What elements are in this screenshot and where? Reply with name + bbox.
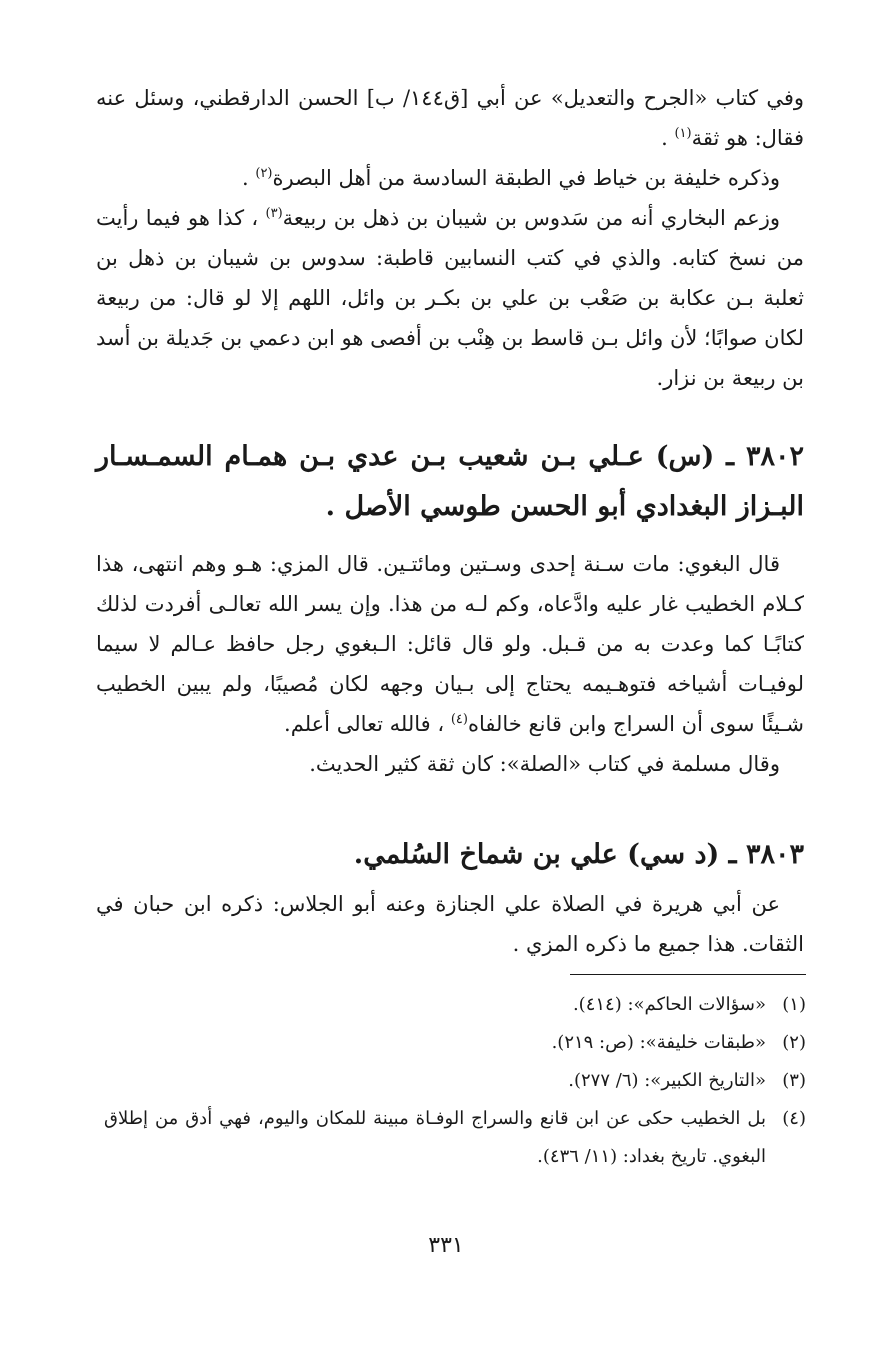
paragraph-text: قال البغوي: مات سـنة إحدى وسـتين ومائتـين. قال المزي: هـو وهم انتهى، هذا كـلام الخطيب غار عليه وادَّعاه، وكم لـه من هذا. وإن يسر الله تعالـى أفردت لذلك كتابًـا كما وعدت به من قـبل. ولو قال قائل: الـبغوي رجل حافظ عـالم لا سيما لوفيـات أشياخه فتوهـيمه يحتاج إلى بـيان وجهه لكان مُصيبًا، ولم يبين الخطيب شـيئًا سوى أن السراج وابن قانع خالفاه	[96, 552, 804, 736]
footnote	[104, 1100, 806, 1176]
footnote-text: «التاريخ الكبير»: (٦/ ٢٧٧).	[568, 1070, 766, 1091]
paragraph-text: وفي كتاب «الجرح والتعديل» عن أبي [ق١٤٤/ ب] الحسن الدارقطني، وسئل عنه فقال: هو ثقة	[96, 86, 804, 150]
footnote-reference: (٢)	[255, 166, 273, 181]
entry-3803	[96, 830, 804, 964]
footnote-reference: (٤)	[450, 712, 468, 727]
footnote-reference: (٣)	[265, 206, 283, 221]
entry-paragraph	[96, 544, 804, 744]
paragraph-text: .	[242, 166, 256, 190]
entry-heading: ٣٨٠٣ ـ (د سي) علي بن شماخ السُلمي.	[353, 839, 804, 870]
paragraph-text: وذكره خليفة بن خياط في الطبقة السادسة من أهل البصرة	[272, 166, 780, 190]
footnote-number: (٤)	[782, 1108, 806, 1129]
footnote-number: (١)	[782, 994, 806, 1015]
paragraph-text: .	[661, 126, 675, 150]
footnote-divider	[570, 974, 806, 975]
footnote	[104, 1024, 806, 1062]
paragraph-text: وزعم البخاري أنه من سَدوس بن شيبان بن ذهل بن ربيعة	[282, 206, 780, 230]
opening-section	[96, 78, 804, 398]
entry-paragraph: عن أبي هريرة في الصلاة علي الجنازة وعنه أبو الجلاس: ذكره ابن حبان في الثقات. هذا جميع ما ذكره المزي .	[96, 892, 804, 956]
footnote-number: (٣)	[782, 1070, 806, 1091]
entry-paragraph: وقال مسلمة في كتاب «الصلة»: كان ثقة كثير الحديث.	[309, 752, 780, 776]
footnote-text: «سؤالات الحاكم»: (٤١٤).	[572, 994, 766, 1015]
paragraph-khalifa	[96, 158, 804, 198]
entry-3802	[96, 432, 804, 784]
page-number: ٣٣١	[428, 1233, 464, 1258]
footnote-text: «طبقات خليفة»: (ص: ٢١٩).	[551, 1032, 766, 1053]
paragraph-jarh-tadil	[96, 78, 804, 158]
footnote-number: (٢)	[782, 1032, 806, 1053]
footnote-text: بل الخطيب حكى عن ابن قانع والسراج الوفـاة مبينة للمكان واليوم، فهي أدق من إطلاق البغوي. تاريخ بغداد: (١١/ ٤٣٦).	[104, 1108, 766, 1167]
footnote	[104, 986, 806, 1024]
paragraph-text: ، كذا هو فيما رأيت من نسخ كتابه. والذي في كتب النسابين قاطبة: سدوس بن شيبان بن ذهل بن ثعلبة بـن عكابة بن صَعْب بن علي بن بكـر بن وائل، اللهم إلا لو قال: من ربيعة لكان صوابًا؛ لأن وائل بـن قاسط بن هِنْب بن أفصى هو ابن دعمي بن جَديلة بن أسد بن ربيعة بن نزار.	[96, 206, 804, 390]
entry-heading: ٣٨٠٢ ـ (س) عـلي بـن شعيب بـن عدي بـن همـام السمـسـار البـزاز البغدادي أبو الحسن طوسي الأصل .	[96, 441, 804, 522]
footnotes-section	[104, 986, 806, 1176]
footnote-reference: (١)	[674, 126, 692, 141]
paragraph-text: ، فالله تعالى أعلم.	[284, 712, 451, 736]
footnote	[104, 1062, 806, 1100]
paragraph-bukhari	[96, 198, 804, 398]
